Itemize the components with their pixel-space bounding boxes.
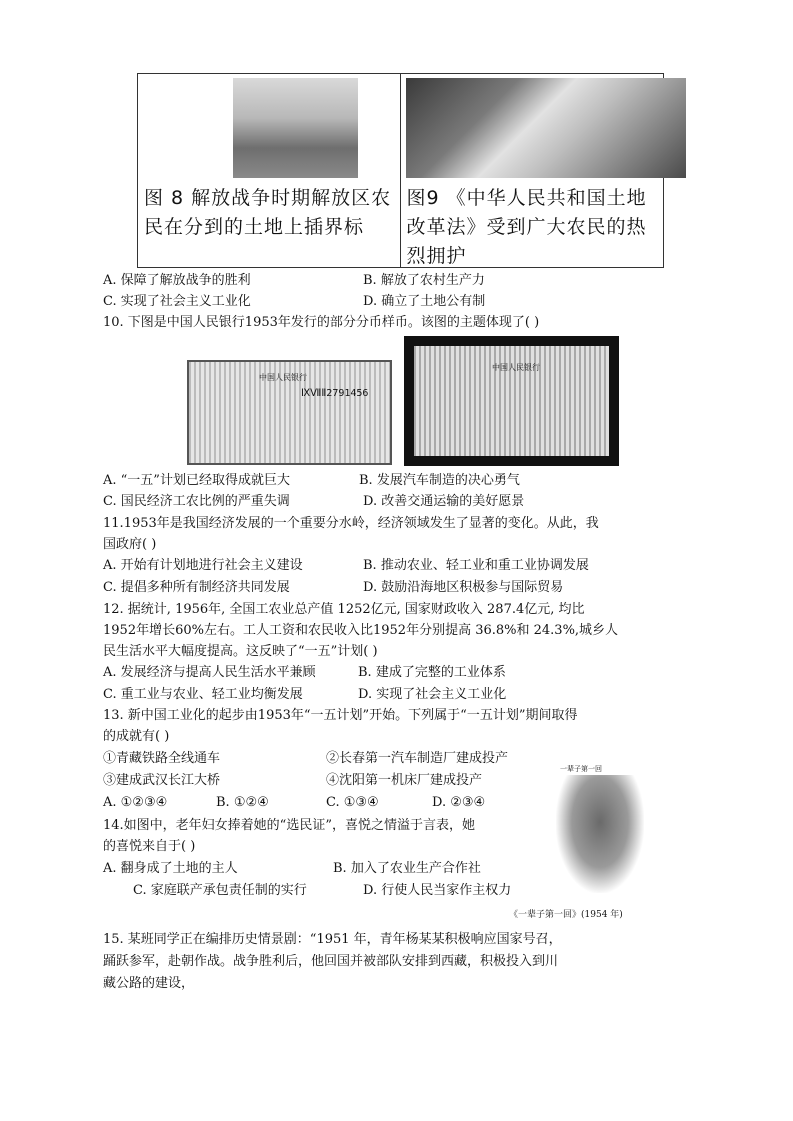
q13-option-d[interactable]: D. ②③④ bbox=[432, 795, 486, 810]
banknote-image-2 bbox=[404, 336, 619, 466]
q13-option-c[interactable]: C. ①③④ bbox=[326, 795, 379, 810]
q10-option-c[interactable]: C. 国民经济工农比例的严重失调 bbox=[103, 494, 290, 509]
q12-option-b[interactable]: B. 建成了完整的工业体系 bbox=[358, 665, 506, 680]
q12-stem-line-1: 12. 据统计, 1956年, 全国工农业总产值 1252亿元, 国家财政收入 287.4亿元, 均比 bbox=[103, 602, 585, 617]
q14-stem-line-2: 的喜悦来自于( ) bbox=[103, 839, 196, 854]
q12-option-a[interactable]: A. 发展经济与提高人民生活水平兼顾 bbox=[103, 665, 316, 680]
q13-option-b[interactable]: B. ①②④ bbox=[216, 795, 269, 810]
banknote-1-serial: ⅨⅦⅡ2791456 bbox=[301, 388, 369, 399]
q14-stem-line-1: 14.如图中，老年妇女捧着她的“选民证”，喜悦之情溢于言表，她 bbox=[103, 818, 475, 833]
q12-option-c[interactable]: C. 重工业与农业、轻工业均衡发展 bbox=[103, 687, 303, 702]
figure-8-caption: 图 8 解放战争时期解放区农民在分到的土地上插界标 bbox=[144, 187, 392, 238]
q10-stem: 10. 下图是中国人民银行1953年发行的部分分币样币。该图的主题体现了( ) bbox=[103, 315, 540, 330]
q11-stem-line-2: 国政府( ) bbox=[103, 537, 157, 552]
q14-option-d[interactable]: D. 行使人民当家作主权力 bbox=[363, 883, 512, 898]
figure-table bbox=[137, 73, 664, 268]
q15-stem-line-3: 藏公路的建设， bbox=[103, 976, 195, 991]
q13-item-4: ④沈阳第一机床厂建成投产 bbox=[326, 773, 483, 788]
q9-option-a[interactable]: A. 保障了解放战争的胜利 bbox=[103, 273, 251, 288]
q10-option-d[interactable]: D. 改善交通运输的美好愿景 bbox=[363, 494, 525, 509]
q15-stem-line-2: 踊跃参军，赴朝作战。战争胜利后，他回国并被部队安排到西藏，积极投入到川 bbox=[103, 954, 559, 969]
q9-option-c[interactable]: C. 实现了社会主义工业化 bbox=[103, 294, 251, 309]
q13-stem-line-1: 13. 新中国工业化的起步由1953年“一五计划”开始。下列属于“一五计划”期间取得 bbox=[103, 708, 578, 723]
q12-stem-line-3: 民生活水平大幅度提高。这反映了“一五”计划( ) bbox=[103, 644, 378, 659]
q13-stem-line-2: 的成就有( ) bbox=[103, 729, 170, 744]
q10-option-b[interactable]: B. 发展汽车制造的决心勇气 bbox=[359, 473, 520, 488]
q13-item-1: ①青藏铁路全线通车 bbox=[103, 751, 221, 766]
q13-option-a[interactable]: A. ①②③④ bbox=[103, 795, 168, 810]
q11-option-d[interactable]: D. 鼓励沿海地区积极参与国际贸易 bbox=[363, 580, 564, 595]
q12-option-d[interactable]: D. 实现了社会主义工业化 bbox=[358, 687, 507, 702]
banknote-1-title: 中国人民银行 bbox=[259, 373, 307, 382]
banknote-image-1 bbox=[187, 360, 392, 465]
q14-option-a[interactable]: A. 翻身成了土地的主人 bbox=[103, 861, 238, 876]
q15-stem-line-1: 15. 某班同学正在编排历史情景剧：“1951 年，青年杨某某积极响应国家号召， bbox=[103, 932, 562, 947]
q14-option-b[interactable]: B. 加入了农业生产合作社 bbox=[333, 861, 481, 876]
elderly-woman-voter-card-illustration bbox=[556, 775, 644, 893]
illustration-caption: 《一辈子第一回》(1954 年) bbox=[509, 910, 623, 920]
figure-8-cell bbox=[138, 74, 401, 267]
q13-item-2: ②长春第一汽车制造厂建成投产 bbox=[326, 751, 509, 766]
q11-option-b[interactable]: B. 推动农业、轻工业和重工业协调发展 bbox=[363, 558, 589, 573]
q14-option-c[interactable]: C. 家庭联产承包责任制的实行 bbox=[133, 883, 307, 898]
farmers-marking-land-photo bbox=[233, 78, 358, 178]
q11-stem-line-1: 11.1953年是我国经济发展的一个重要分水岭，经济领域发生了显著的变化。从此，我 bbox=[103, 516, 599, 531]
banknote-2-title: 中国人民银行 bbox=[492, 363, 540, 372]
figure-9-cell bbox=[401, 74, 664, 267]
q12-stem-line-2: 1952年增长60%左右。工人工资和农民收入比1952年分别提高 36.8%和 24.3%,城乡人 bbox=[103, 623, 619, 638]
q9-option-d[interactable]: D. 确立了土地公有制 bbox=[363, 294, 486, 309]
illustration-title: 一辈子第一回 bbox=[560, 765, 602, 773]
q11-option-c[interactable]: C. 提倡多种所有制经济共同发展 bbox=[103, 580, 290, 595]
q11-option-a[interactable]: A. 开始有计划地进行社会主义建设 bbox=[103, 558, 303, 573]
q10-option-a[interactable]: A. “一五”计划已经取得成就巨大 bbox=[103, 473, 290, 488]
q13-item-3: ③建成武汉长江大桥 bbox=[103, 773, 221, 788]
figure-9-caption: 图9 《中华人民共和国土地改革法》受到广大农民的热烈拥护 bbox=[406, 187, 647, 267]
q9-option-b[interactable]: B. 解放了农村生产力 bbox=[363, 273, 485, 288]
land-reform-law-photo bbox=[406, 78, 686, 178]
